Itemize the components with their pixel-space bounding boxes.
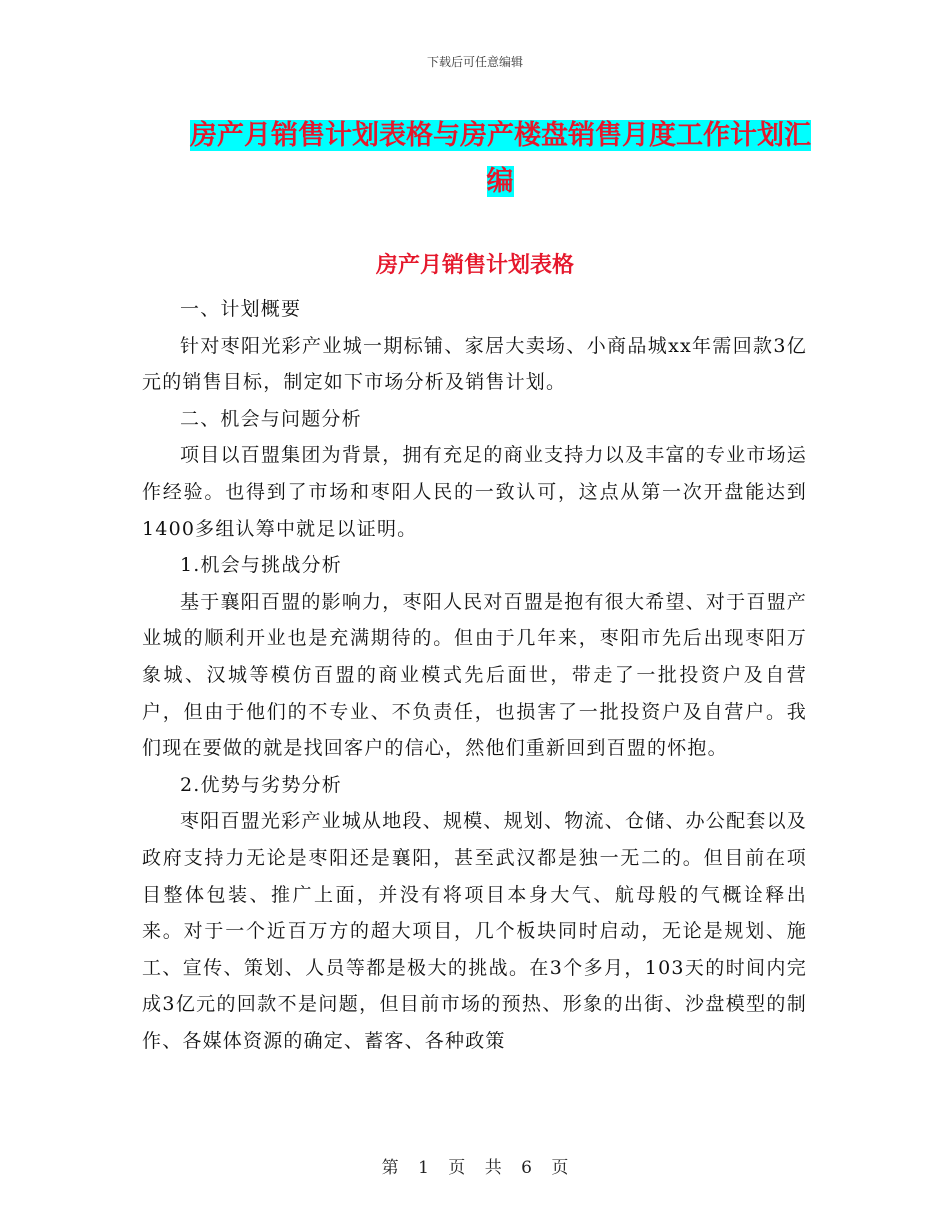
document-title (190, 113, 810, 205)
heading-strength-weakness: 2.优势与劣势分析 (180, 773, 342, 796)
footer-label-total: 共 (484, 1158, 502, 1178)
paragraph-plan-summary: 针对枣阳光彩产业城一期标铺、家居大卖场、小商品城xx年需回款3亿元的销售目标，制定如下市场分析及销售计划。 (142, 334, 807, 394)
section-title: 房产月销售计划表格 (375, 253, 574, 278)
heading-opportunity-analysis: 二、机会与问题分析 (180, 407, 362, 430)
paragraph-strength-weakness: 枣阳百盟光彩产业城从地段、规模、规划、物流、仓储、办公配套以及政府支持力无论是枣阳还是襄阳，甚至武汉都是独一无二的。但目前在项目整体包装、推广上面，并没有将项目本身大气、航母般的气概诠释出来。对于一个近百万方的超大项目，几个板块同时启动，无论是规划、施工、宣传、策划、人员等都是极大的挑战。在3个多月，103天的时间内完成3亿元的回款不是问题，但目前市场的预热、形象的出街、沙盘模型的制作、各媒体资源的确定、蓄客、各种政策 (142, 810, 807, 1052)
footer-current-page: 1 (418, 1158, 429, 1178)
footer-label-page: 第 (381, 1158, 399, 1178)
heading-opportunity-challenge: 1.机会与挑战分析 (180, 554, 342, 577)
header-note: 下载后可任意编辑 (426, 55, 523, 69)
footer-label-of: 页 (448, 1158, 466, 1178)
page-footer (0, 1153, 950, 1178)
footer-total-pages: 6 (521, 1158, 532, 1178)
title-highlight-1: 房产月销售计划表格与房产楼盘销售月度工作计划汇 (190, 120, 811, 151)
footer-label-end: 页 (551, 1158, 569, 1178)
document-title-line-2 (190, 159, 810, 205)
title-highlight-2: 编 (486, 166, 514, 197)
body-text (142, 291, 807, 1059)
document-title-line-1 (190, 113, 810, 159)
heading-plan-summary: 一、计划概要 (180, 298, 302, 320)
paragraph-opportunity-challenge: 基于襄阳百盟的影响力，枣阳人民对百盟是抱有很大希望、对于百盟产业城的顺利开业也是充满期待的。但由于几年来，枣阳市先后出现枣阳万象城、汉城等模仿百盟的商业模式先后面世，带走了一批投资户及自营户，但由于他们的不专业、不负责任，也损害了一批投资户及自营户。我们现在要做的就是找回客户的信心，然他们重新回到百盟的怀抱。 (142, 590, 807, 760)
paragraph-background: 项目以百盟集团为背景，拥有充足的商业支持力以及丰富的专业市场运作经验。也得到了市场和枣阳人民的一致认可，这点从第一次开盘能达到1400多组认筹中就足以证明。 (142, 444, 807, 540)
